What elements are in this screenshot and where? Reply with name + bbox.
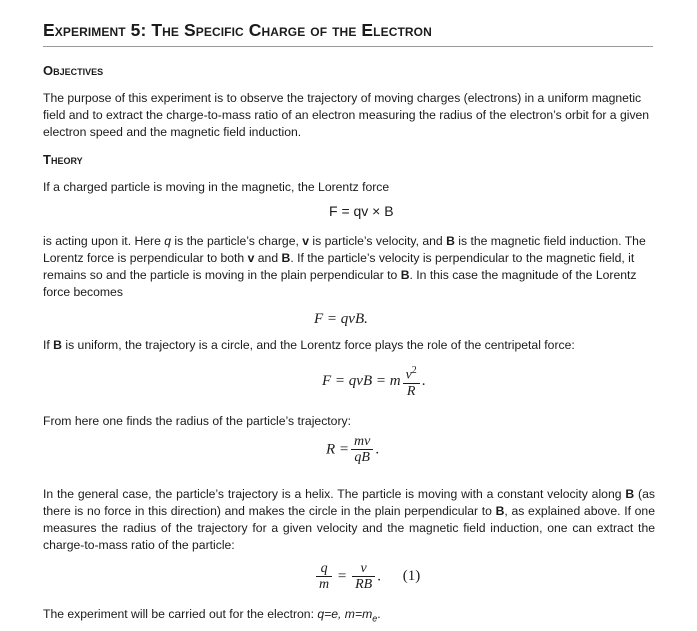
radius-equation: R = $\frac{mv}{qB}$ . <box>326 434 380 465</box>
title-prefix: Experiment 5: <box>43 20 147 40</box>
lorentz-force-equation: F = qv × B <box>329 203 394 219</box>
theory-intro: If a charged particle is moving in the magnetic, the Lorentz force <box>43 180 390 194</box>
centripetal-force-equation: F = qvB = m $\frac{v^2}{R}$ . <box>322 365 426 399</box>
objectives-paragraph: The purpose of this experiment is to observe the trajectory of moving charges (electrons) in a uniform magnetic field and to extract the charge-to-mass ratio of an electron measuring the radius of the electron’s orbit for a given electron speed and the magnetic field induction. <box>43 91 650 139</box>
theory-paragraph-4: From here one finds the radius of the particle’s trajectory: <box>43 414 351 428</box>
theory-heading: Theory <box>43 152 83 167</box>
equation-number: (1) <box>402 568 421 585</box>
title-text: The Specific Charge of the Electron <box>151 20 432 40</box>
lorentz-magnitude-equation: F = qvB. <box>314 311 368 327</box>
theory-paragraph-3: If B is uniform, the trajectory is a circle, and the Lorentz force plays the role of the centripetal force: <box>43 338 575 352</box>
theory-paragraph-5: In the general case, the particle’s trajectory is a helix. The particle is moving with a constant velocity along B (as there is no force in this direction) and makes the circle in the plain perpendicular to B, as explained above. If one measures the radius of the trajectory for a given velocity and the magnetic field induction, one can extract the charge-to-mass ratio of the particle: <box>43 487 655 552</box>
theory-paragraph-2: is acting upon it. Here q is the particle’s charge, v is particle’s velocity, and B is the magnetic field induction. The Lorentz force is perpendicular to both v and B. If the particle’s velocity is perpendicular to the magnetic field, it remains so and the particle is moving in the plain perpendicular to B. In this case the magnitude of the Lorentz force becomes <box>43 234 646 299</box>
charge-to-mass-equation: $\frac{q}{m}$ = $\frac{v}{RB}$ . (1) <box>314 561 420 593</box>
objectives-heading: Objectives <box>43 63 104 78</box>
experiment-title <box>43 20 653 47</box>
theory-paragraph-6: The experiment will be carried out for the electron: q=e, $m=m_e$. <box>43 607 381 624</box>
